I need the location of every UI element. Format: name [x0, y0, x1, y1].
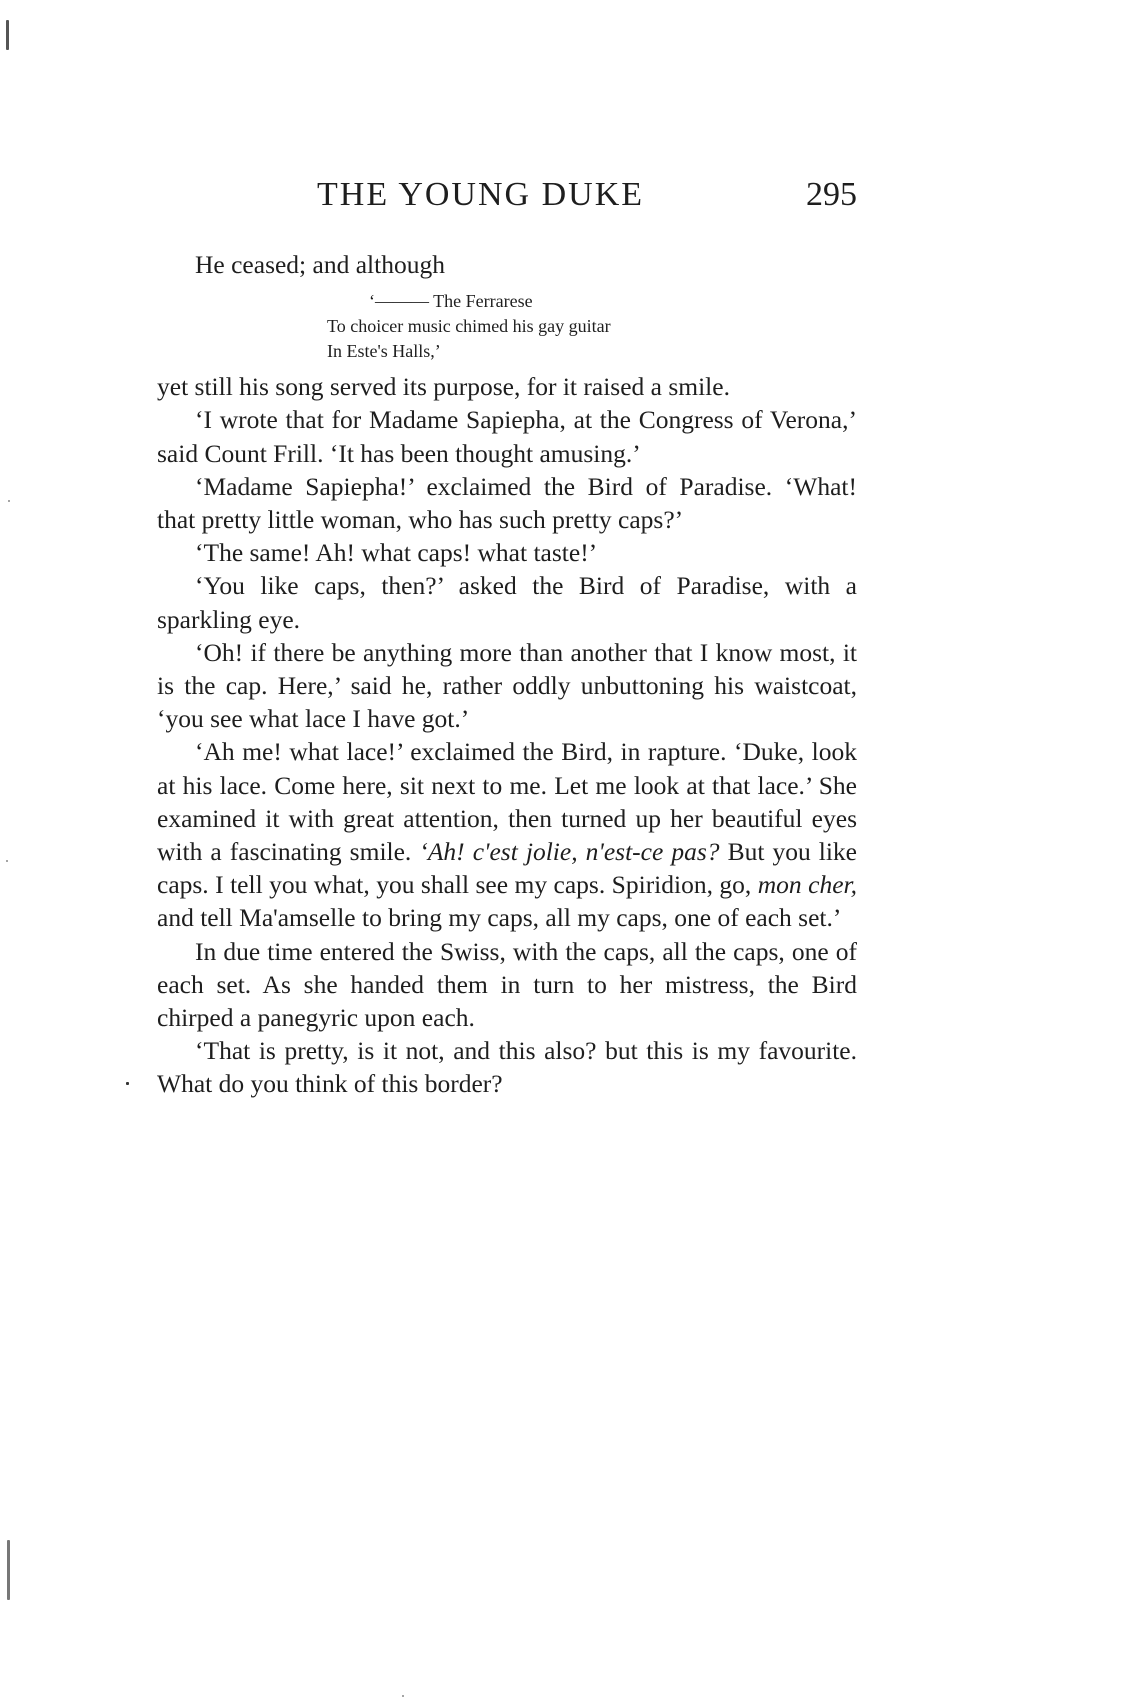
page-header: [157, 176, 857, 226]
paragraph-7-italic-a: ‘Ah! c'est jolie, n'est-ce pas?: [419, 837, 720, 867]
scan-speck: [126, 1082, 129, 1085]
paragraph-9: ‘That is pretty, is it not, and this also? but this is my favourite. What do you think of this border?: [157, 1036, 857, 1099]
quote-line-1: ‘——— The Ferrarese: [369, 291, 533, 312]
scan-speck: [6, 860, 8, 862]
paragraph-3: ‘Madame Sapiepha!’ exclaimed the Bird of Paradise. ‘What! that pretty little woman, who has such pretty caps?’: [157, 471, 857, 535]
paragraph-6: ‘Oh! if there be anything more than another that I know most, it is the cap. Here,’ said he, rather oddly unbuttoning his waistcoat, ‘you see what lace I have got.’: [157, 637, 857, 734]
paragraph-2: ‘I wrote that for Madame Sapiepha, at the Congress of Verona,’ said Count Frill. ‘It has been thought amusing.’: [157, 405, 857, 468]
paragraph-7: [157, 735, 857, 934]
paragraph-7-italic-b: mon cher,: [757, 870, 857, 900]
body-text: [157, 248, 857, 1101]
verse-quote: [327, 289, 857, 364]
paragraph-8: In due time entered the Swiss, with the caps, all the caps, one of each set. As she handed them in turn to her mistress, the Bird chirped a panegyric upon each.: [157, 936, 857, 1033]
scan-speck: [6, 20, 9, 50]
scan-speck: [8, 500, 10, 502]
page-number: 295: [806, 176, 857, 213]
paragraph-7-part-c: and tell Ma'amselle to bring my caps, all my caps, one of each set.’: [157, 903, 842, 933]
running-title: THE YOUNG DUKE: [317, 176, 645, 213]
paragraph-5: ‘You like caps, then?’ asked the Bird of Paradise, with a sparkling eye.: [157, 571, 857, 634]
quote-line-3: In Este's Halls,’: [327, 341, 441, 362]
scan-speck: [7, 1540, 10, 1600]
paragraph-1: yet still his song served its purpose, for it raised a smile.: [157, 372, 730, 402]
paragraph-7-part-b: But you like caps. I tell you what, you shall see my caps. Spiridion, go,: [157, 837, 857, 900]
quote-line-2: To choicer music chimed his gay guitar: [327, 316, 611, 337]
paragraph-4: ‘The same! Ah! what caps! what taste!’: [195, 538, 598, 568]
paragraph-7-part-a: ‘Ah me! what lace!’ exclaimed the Bird, in rapture. ‘Duke, look at his lace. Come here, sit next to me. Let me look at that lace.’ She examined it with great attention, then turned up her beautiful eyes with a fascinating smile.: [157, 737, 857, 867]
opening-line: He ceased; and although: [195, 250, 445, 279]
scan-speck: [402, 1695, 404, 1697]
